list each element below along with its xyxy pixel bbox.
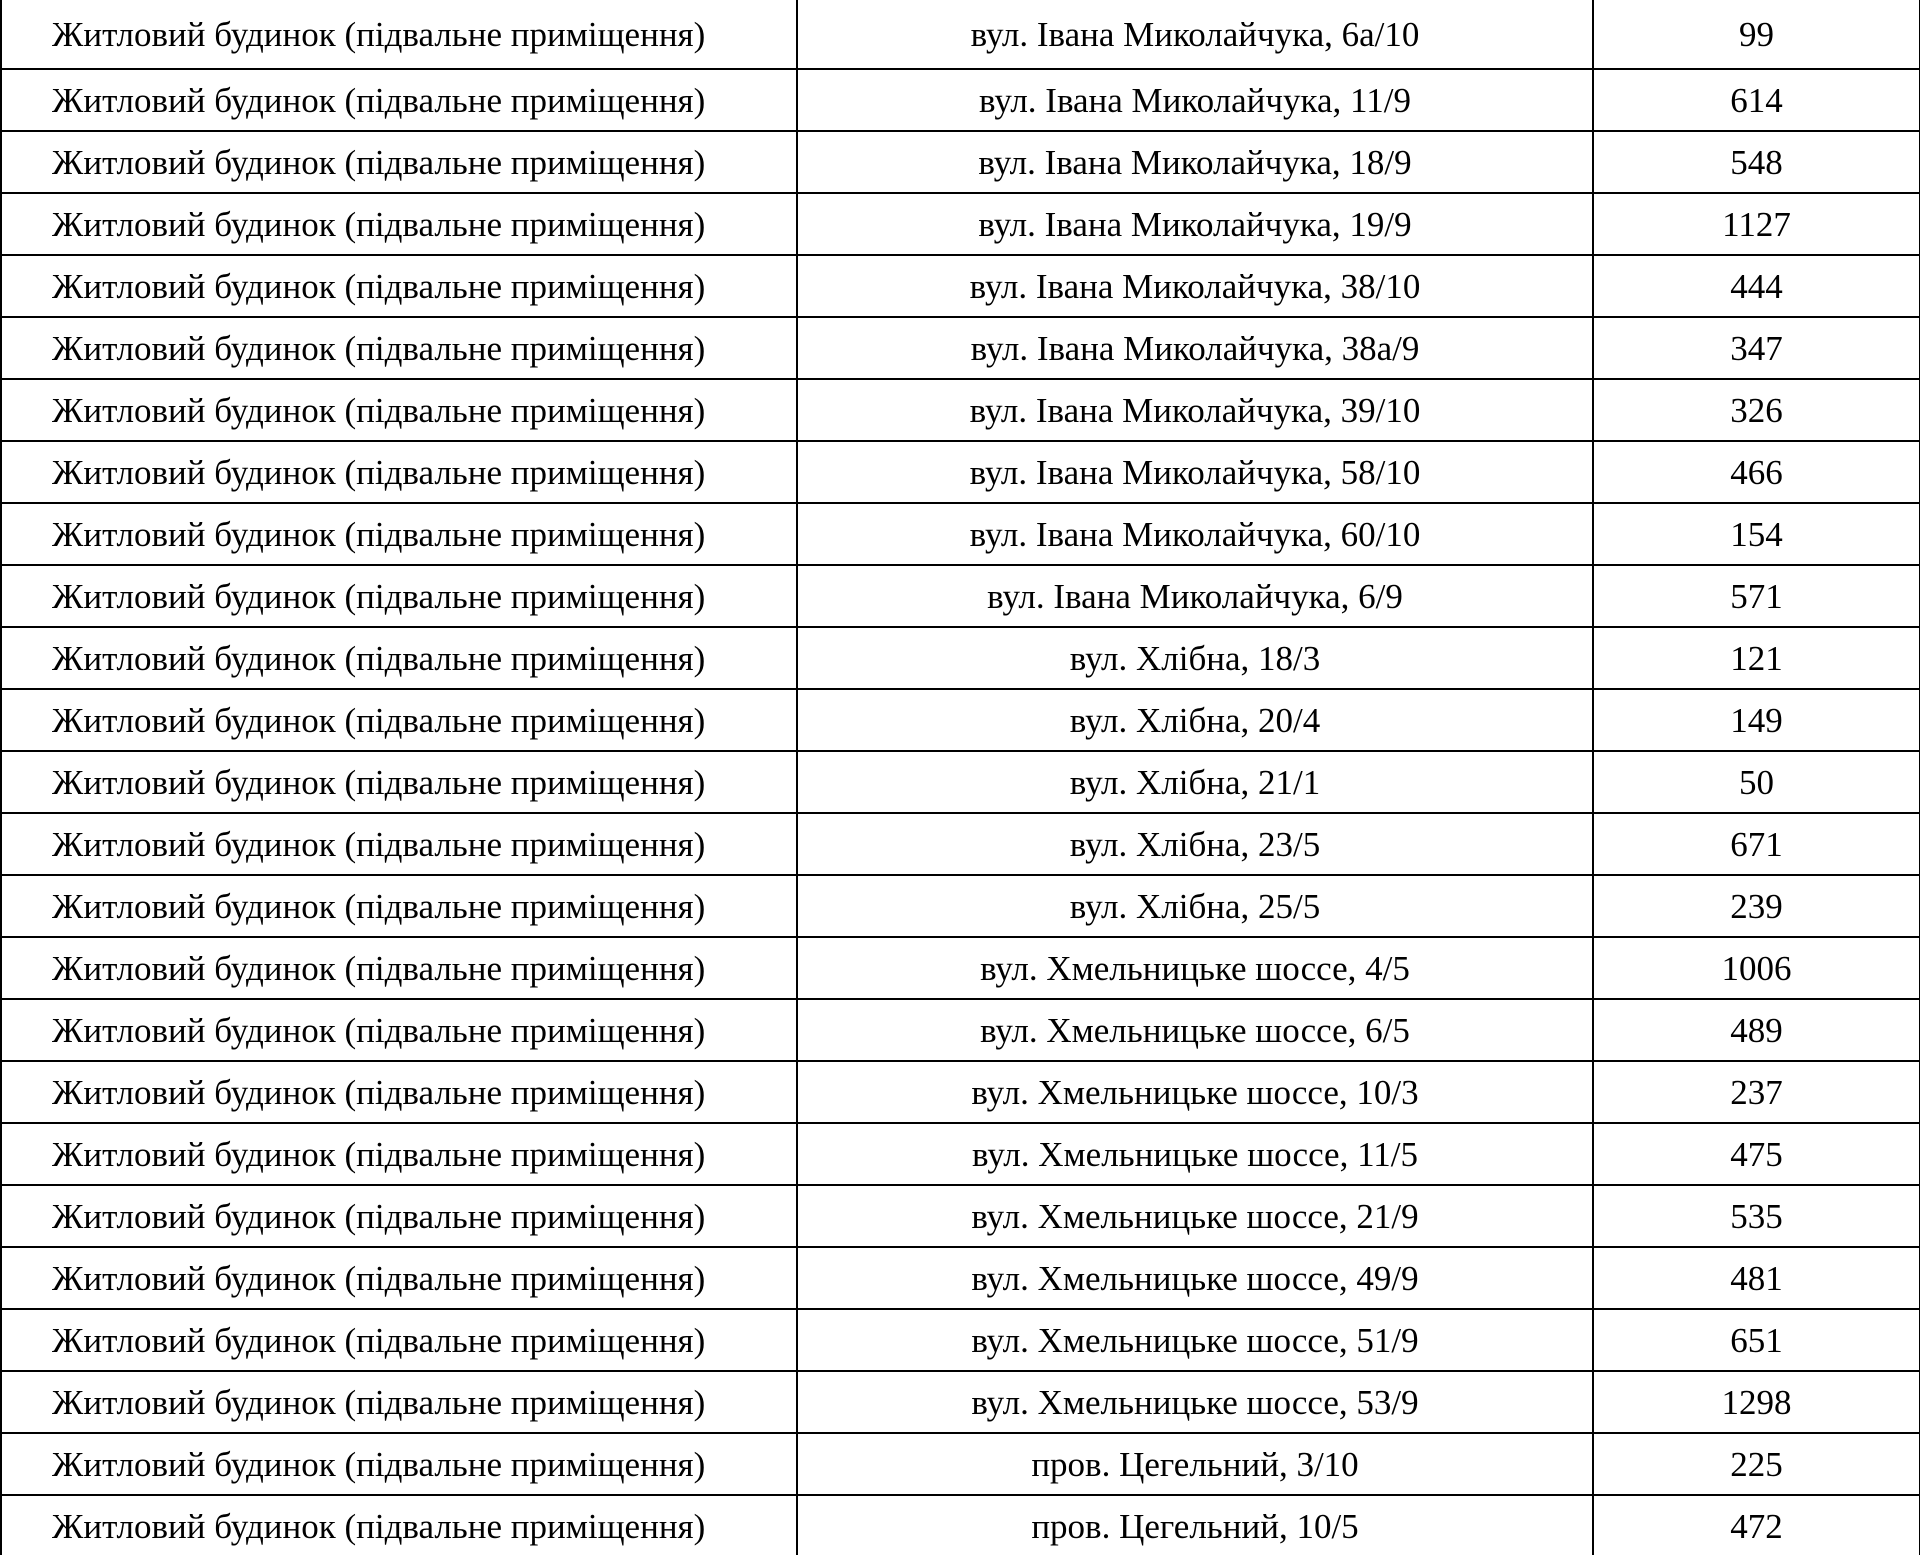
table-row <box>1 1371 1920 1433</box>
address-cell: вул. Хлібна, 23/5 <box>797 813 1593 875</box>
building-type-cell: Житловий будинок (підвальне приміщення) <box>1 0 797 69</box>
capacity-cell: 149 <box>1593 689 1920 751</box>
address-cell: вул. Хмельницьке шоссе, 51/9 <box>797 1309 1593 1371</box>
address-cell: вул. Івана Миколайчука, 38/10 <box>797 255 1593 317</box>
address-cell: вул. Івана Миколайчука, 38а/9 <box>797 317 1593 379</box>
address-cell: вул. Івана Миколайчука, 18/9 <box>797 131 1593 193</box>
capacity-cell: 121 <box>1593 627 1920 689</box>
capacity-cell: 326 <box>1593 379 1920 441</box>
shelter-table-body <box>1 0 1920 1555</box>
building-type-cell: Житловий будинок (підвальне приміщення) <box>1 875 797 937</box>
capacity-cell: 50 <box>1593 751 1920 813</box>
table-row <box>1 627 1920 689</box>
address-cell: вул. Хлібна, 18/3 <box>797 627 1593 689</box>
table-row <box>1 813 1920 875</box>
table-row <box>1 1247 1920 1309</box>
address-cell: вул. Хмельницьке шоссе, 53/9 <box>797 1371 1593 1433</box>
address-cell: вул. Івана Миколайчука, 6а/10 <box>797 0 1593 69</box>
table-row <box>1 317 1920 379</box>
building-type-cell: Житловий будинок (підвальне приміщення) <box>1 503 797 565</box>
capacity-cell: 489 <box>1593 999 1920 1061</box>
capacity-cell: 237 <box>1593 1061 1920 1123</box>
table-row <box>1 441 1920 503</box>
building-type-cell: Житловий будинок (підвальне приміщення) <box>1 1433 797 1495</box>
address-cell: вул. Хмельницьке шоссе, 21/9 <box>797 1185 1593 1247</box>
building-type-cell: Житловий будинок (підвальне приміщення) <box>1 1495 797 1555</box>
table-row <box>1 379 1920 441</box>
building-type-cell: Житловий будинок (підвальне приміщення) <box>1 1061 797 1123</box>
address-cell: вул. Івана Миколайчука, 11/9 <box>797 69 1593 131</box>
building-type-cell: Житловий будинок (підвальне приміщення) <box>1 255 797 317</box>
building-type-cell: Житловий будинок (підвальне приміщення) <box>1 441 797 503</box>
address-cell: вул. Івана Миколайчука, 58/10 <box>797 441 1593 503</box>
building-type-cell: Житловий будинок (підвальне приміщення) <box>1 999 797 1061</box>
capacity-cell: 1298 <box>1593 1371 1920 1433</box>
table-row <box>1 689 1920 751</box>
address-cell: вул. Хмельницьке шоссе, 10/3 <box>797 1061 1593 1123</box>
capacity-cell: 1127 <box>1593 193 1920 255</box>
building-type-cell: Житловий будинок (підвальне приміщення) <box>1 69 797 131</box>
table-row <box>1 875 1920 937</box>
building-type-cell: Житловий будинок (підвальне приміщення) <box>1 131 797 193</box>
capacity-cell: 651 <box>1593 1309 1920 1371</box>
address-cell: пров. Цегельний, 3/10 <box>797 1433 1593 1495</box>
address-cell: вул. Івана Миколайчука, 19/9 <box>797 193 1593 255</box>
building-type-cell: Житловий будинок (підвальне приміщення) <box>1 317 797 379</box>
table-row <box>1 255 1920 317</box>
capacity-cell: 1006 <box>1593 937 1920 999</box>
capacity-cell: 614 <box>1593 69 1920 131</box>
table-row <box>1 937 1920 999</box>
table-row <box>1 565 1920 627</box>
table-row <box>1 1123 1920 1185</box>
building-type-cell: Житловий будинок (підвальне приміщення) <box>1 379 797 441</box>
capacity-cell: 548 <box>1593 131 1920 193</box>
address-cell: вул. Івана Миколайчука, 60/10 <box>797 503 1593 565</box>
building-type-cell: Житловий будинок (підвальне приміщення) <box>1 193 797 255</box>
capacity-cell: 99 <box>1593 0 1920 69</box>
building-type-cell: Житловий будинок (підвальне приміщення) <box>1 1309 797 1371</box>
table-row <box>1 193 1920 255</box>
capacity-cell: 444 <box>1593 255 1920 317</box>
capacity-cell: 481 <box>1593 1247 1920 1309</box>
capacity-cell: 347 <box>1593 317 1920 379</box>
building-type-cell: Житловий будинок (підвальне приміщення) <box>1 689 797 751</box>
table-row <box>1 751 1920 813</box>
building-type-cell: Житловий будинок (підвальне приміщення) <box>1 1185 797 1247</box>
building-type-cell: Житловий будинок (підвальне приміщення) <box>1 751 797 813</box>
table-row <box>1 503 1920 565</box>
capacity-cell: 239 <box>1593 875 1920 937</box>
address-cell: вул. Хлібна, 21/1 <box>797 751 1593 813</box>
address-cell: вул. Івана Миколайчука, 39/10 <box>797 379 1593 441</box>
address-cell: вул. Івана Миколайчука, 6/9 <box>797 565 1593 627</box>
address-cell: вул. Хлібна, 20/4 <box>797 689 1593 751</box>
table-row <box>1 1309 1920 1371</box>
table-row <box>1 131 1920 193</box>
table-row <box>1 1433 1920 1495</box>
table-row <box>1 1061 1920 1123</box>
capacity-cell: 154 <box>1593 503 1920 565</box>
table-row <box>1 0 1920 69</box>
building-type-cell: Житловий будинок (підвальне приміщення) <box>1 813 797 875</box>
capacity-cell: 535 <box>1593 1185 1920 1247</box>
address-cell: вул. Хмельницьке шоссе, 11/5 <box>797 1123 1593 1185</box>
building-type-cell: Житловий будинок (підвальне приміщення) <box>1 565 797 627</box>
building-type-cell: Житловий будинок (підвальне приміщення) <box>1 1247 797 1309</box>
building-type-cell: Житловий будинок (підвальне приміщення) <box>1 1123 797 1185</box>
address-cell: вул. Хлібна, 25/5 <box>797 875 1593 937</box>
capacity-cell: 475 <box>1593 1123 1920 1185</box>
address-cell: вул. Хмельницьке шоссе, 49/9 <box>797 1247 1593 1309</box>
building-type-cell: Житловий будинок (підвальне приміщення) <box>1 1371 797 1433</box>
capacity-cell: 671 <box>1593 813 1920 875</box>
capacity-cell: 472 <box>1593 1495 1920 1555</box>
address-cell: пров. Цегельний, 10/5 <box>797 1495 1593 1555</box>
table-row <box>1 1185 1920 1247</box>
capacity-cell: 225 <box>1593 1433 1920 1495</box>
building-type-cell: Житловий будинок (підвальне приміщення) <box>1 937 797 999</box>
table-row <box>1 69 1920 131</box>
capacity-cell: 571 <box>1593 565 1920 627</box>
table-row <box>1 999 1920 1061</box>
address-cell: вул. Хмельницьке шоссе, 6/5 <box>797 999 1593 1061</box>
address-cell: вул. Хмельницьке шоссе, 4/5 <box>797 937 1593 999</box>
capacity-cell: 466 <box>1593 441 1920 503</box>
table-row <box>1 1495 1920 1555</box>
building-type-cell: Житловий будинок (підвальне приміщення) <box>1 627 797 689</box>
